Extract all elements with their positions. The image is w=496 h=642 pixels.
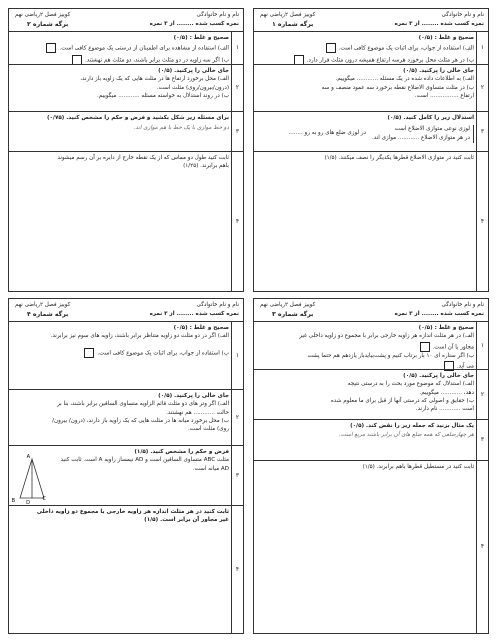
- statement-b: ب) در هر مثلث محل برخورد هرسه ارتفاع همیشه درون مثلث قرار دارد.: [306, 57, 474, 64]
- sheet-number: برگه شماره ۴: [27, 311, 69, 318]
- answer-box[interactable]: [46, 43, 56, 53]
- question-number: ۴: [231, 506, 243, 633]
- blank-a: الف) اگر وتر های دو مثلث قائم الزاویه متساوی الساقین برابر باشند، بنا بر: [57, 401, 229, 408]
- question-2: [254, 369, 488, 419]
- question-text-cont: غیر مجاور آن برابر است. (۱/۵): [144, 517, 229, 524]
- blank-b: ب) محل برخورد میانه ها در مثلث هایی که یک زاویه باز دارند، (درون/ بیرون/: [52, 417, 229, 424]
- question-number: ۲: [231, 390, 243, 445]
- question-1: [254, 321, 488, 369]
- statement-a: الف) استفاده از جواب، برای اثبات یک موضوع کافی است.: [338, 45, 474, 52]
- question-number: ۲: [231, 65, 243, 111]
- question-number: ۲: [476, 370, 488, 419]
- question-number: ۴: [476, 152, 488, 291]
- name-label: نام و نام خانوادگی: [196, 302, 239, 308]
- quiz-title: کوییز فصل ۲ریاضی نهم: [260, 302, 316, 308]
- sheet-number: برگه شماره ۱: [272, 21, 314, 28]
- question-text: ثابت کنید در مستطیل قطرها باهم برابرند. (۱/۵): [362, 464, 474, 471]
- quiz-sheet-3: [253, 298, 489, 634]
- blank-b: ب) در روند استدلال به خواسته مسئله ............ میگوییم.: [97, 92, 229, 99]
- statement-b: ب) اگر ستاره ای ۱۰ بار برتاب کنیم و پشت‌بیایدبار یازدهم هم حتما پشت: [307, 352, 474, 359]
- blank-b-cont: است ............ نام دارند.: [415, 405, 474, 412]
- question-1: [9, 31, 243, 64]
- question-text: ثابت کنید طول دو مماس که از یک نقطه خارج از دایره بر آن رسم میشوند: [57, 155, 229, 162]
- question-3: [254, 419, 488, 460]
- label-a: A: [26, 454, 30, 460]
- question-number: ۳: [476, 112, 488, 151]
- question-4: [254, 151, 488, 291]
- question-number: ۲: [476, 65, 488, 111]
- sheet-header: [254, 299, 488, 321]
- blank-b: ب) حقایق و اصولی که درستی آنها از قبل برای ما معلوم شده: [330, 397, 474, 404]
- question-title: صحیح و غلط : (۰/۵): [173, 325, 229, 332]
- question-number: ۳: [231, 112, 243, 151]
- question-text: مثلث ABC متساوی الساقین است و AD نیمساز زاویه A است. ثابت کنید: [60, 457, 229, 464]
- handwritten-answer: دو خط موازی با یک خط با هم موازی اند.: [133, 125, 229, 132]
- question-title: جای خالی را پرکنید. (۰/۵): [403, 373, 474, 380]
- sheet-number: برگه شماره ۳: [272, 311, 314, 318]
- question-4: [9, 505, 243, 633]
- label-b: B: [11, 498, 15, 504]
- question-title: جای خالی را پرکنید. (۰/۵): [158, 68, 229, 75]
- question-title: یک مثال بزنید که جمله زیر را نقض کند. (۰/۵): [350, 423, 474, 430]
- quiz-sheet-2: [8, 8, 244, 292]
- question-text-cont: AD میانه است.: [192, 465, 229, 472]
- statement-a-cont: مجاور با آن است.: [432, 344, 474, 351]
- score-label: نمره کسب شده ........ از ۳ نمره: [149, 21, 239, 27]
- statement-a: الف) در هر مثلث اندازه هر زاویه خارجی برابر با مجموع دو زاویه داخلی غیر: [299, 333, 474, 340]
- quiz-title: کوییز فصل ۲ریاضی نهم: [260, 12, 316, 18]
- question-3: [254, 111, 488, 151]
- statement-b-cont: می آید.: [456, 363, 474, 370]
- conclusion: در لوزی ضلع های رو به رو ........: [288, 130, 367, 137]
- question-number: ۳: [231, 446, 243, 505]
- question-text: ثابت کنید در هر مثلث اندازه هر زاویه خارجی با مجموع دو زاویه داخلی: [36, 509, 229, 516]
- sheet-header: [9, 9, 243, 31]
- question-title: صحیح و غلط : (۰/۵): [418, 35, 474, 42]
- premise-1: لوزی نوعی متوازی الاضلاع است: [394, 126, 470, 133]
- blank-a: الف) استدلال که موضوع مورد بحث را به درستی نتیجه: [347, 381, 474, 388]
- question-number: ۴: [476, 461, 488, 633]
- triangle-figure: [11, 454, 55, 506]
- question-title: فرض و حکم را مشخص کنید. (۱/۵): [134, 449, 229, 456]
- question-1: [9, 321, 243, 389]
- blank-a-cont: دهد، ............ میگوییم.: [419, 389, 474, 396]
- quiz-sheet-1: [253, 8, 489, 292]
- question-title: استدلال زیر را کامل کنید. (۰/۵): [387, 115, 474, 122]
- question-title: جای خالی را پرکنید. (۰/۵): [403, 68, 474, 75]
- handwritten-answer: هر چهارضلعی که همه ضلع های آن برابر باشند مربع است.: [339, 432, 474, 439]
- question-number: ۱: [231, 322, 243, 389]
- name-label: نام و نام خانوادگی: [441, 12, 484, 18]
- question-text: ثابت کنید در متوازی الاضلاع قطرها یکدیگر را نصف میکنند. (۱/۵): [324, 155, 474, 162]
- quiz-title: کوییز فصل ۲ریاضی نهم: [15, 12, 71, 18]
- question-number: ۱: [476, 322, 488, 369]
- statement-b: ب) اگر سه زاویه در دو مثلث برابر باشند، دو مثلث هم نهشتند.: [84, 57, 229, 64]
- answer-box[interactable]: [420, 342, 430, 352]
- label-d: D: [26, 500, 30, 506]
- question-title: صحیح و غلط : (۰/۵): [418, 325, 474, 332]
- score-label: نمره کسب شده ........ از ۳ نمره: [394, 21, 484, 27]
- score-label: نمره کسب شده ........ از ۳ نمره: [394, 311, 484, 317]
- question-title: صحیح و غلط : (۰/۵): [173, 35, 229, 42]
- question-1: [254, 31, 488, 64]
- question-4: [9, 151, 243, 291]
- score-label: نمره کسب شده ........ از ۳ نمره: [149, 311, 239, 317]
- statement-a: الف) اگر در دو مثلث دو زاویه متناظر برابر باشند، زاویه های سوم نیز برابرند.: [50, 333, 229, 340]
- blank-b-cont: روی) مثلث است.: [187, 425, 229, 432]
- quiz-title: کوییز فصل ۲ریاضی نهم: [15, 302, 71, 308]
- question-number: ۱: [231, 32, 243, 64]
- question-number: ۱: [476, 32, 488, 64]
- sheet-header: [9, 299, 243, 321]
- statement-a: الف) استفاده از مشاهده برای اطمینان از درستی یک موضوع کافی است.: [59, 45, 229, 52]
- sheet-number: برگه شماره ۲: [27, 21, 69, 28]
- premise-2: در هر متوازی الاضلاع ............ موازی اند.: [372, 134, 470, 141]
- statement-b: ب) استفاده از جواب، برای اثبات یک موضوع کافی است.: [97, 350, 229, 357]
- question-2: [9, 389, 243, 445]
- answer-box[interactable]: [326, 43, 336, 53]
- question-3: [9, 445, 243, 505]
- answer-box[interactable]: [84, 348, 94, 358]
- question-text-cont: باهم برابرند. (۱/۲۵): [183, 163, 229, 170]
- question-4: [254, 460, 488, 633]
- question-2: [9, 64, 243, 111]
- question-2: [254, 64, 488, 111]
- name-label: نام و نام خانوادگی: [196, 12, 239, 18]
- question-number: ۴: [231, 152, 243, 291]
- blank-a-cont: (درون/بیرون/روی) مثلث است.: [156, 84, 229, 91]
- name-label: نام و نام خانوادگی: [441, 302, 484, 308]
- question-title: برای مسئله زیر شکل بکشید و فرض و حکم را مشخص کنید. (۰/۷۵): [46, 115, 229, 122]
- sheet-header: [254, 9, 488, 31]
- question-number: ۳: [476, 420, 488, 460]
- blank-a: الف) به اطلاعات داده شده در یک مسئله ............ میگوییم.: [335, 76, 474, 83]
- question-title: جای خالی را پرکنید. (۰/۵): [158, 393, 229, 400]
- quiz-sheet-4: [8, 298, 244, 634]
- question-3: [9, 111, 243, 151]
- blank-a: الف) محل برخورد ارتفاع ها در مثلث هایی که یک زاویه باز دارند،: [80, 76, 229, 83]
- label-c: C: [42, 496, 46, 502]
- blank-a-cont: حالت ............ هم نهشتند.: [166, 409, 229, 416]
- blank-b: ب) در مثلث متساوی الاضلاع نقطه برخورد سه عمود منصف و سه: [321, 84, 474, 91]
- blank-b-cont: ارتفاع ................ است.: [414, 92, 474, 99]
